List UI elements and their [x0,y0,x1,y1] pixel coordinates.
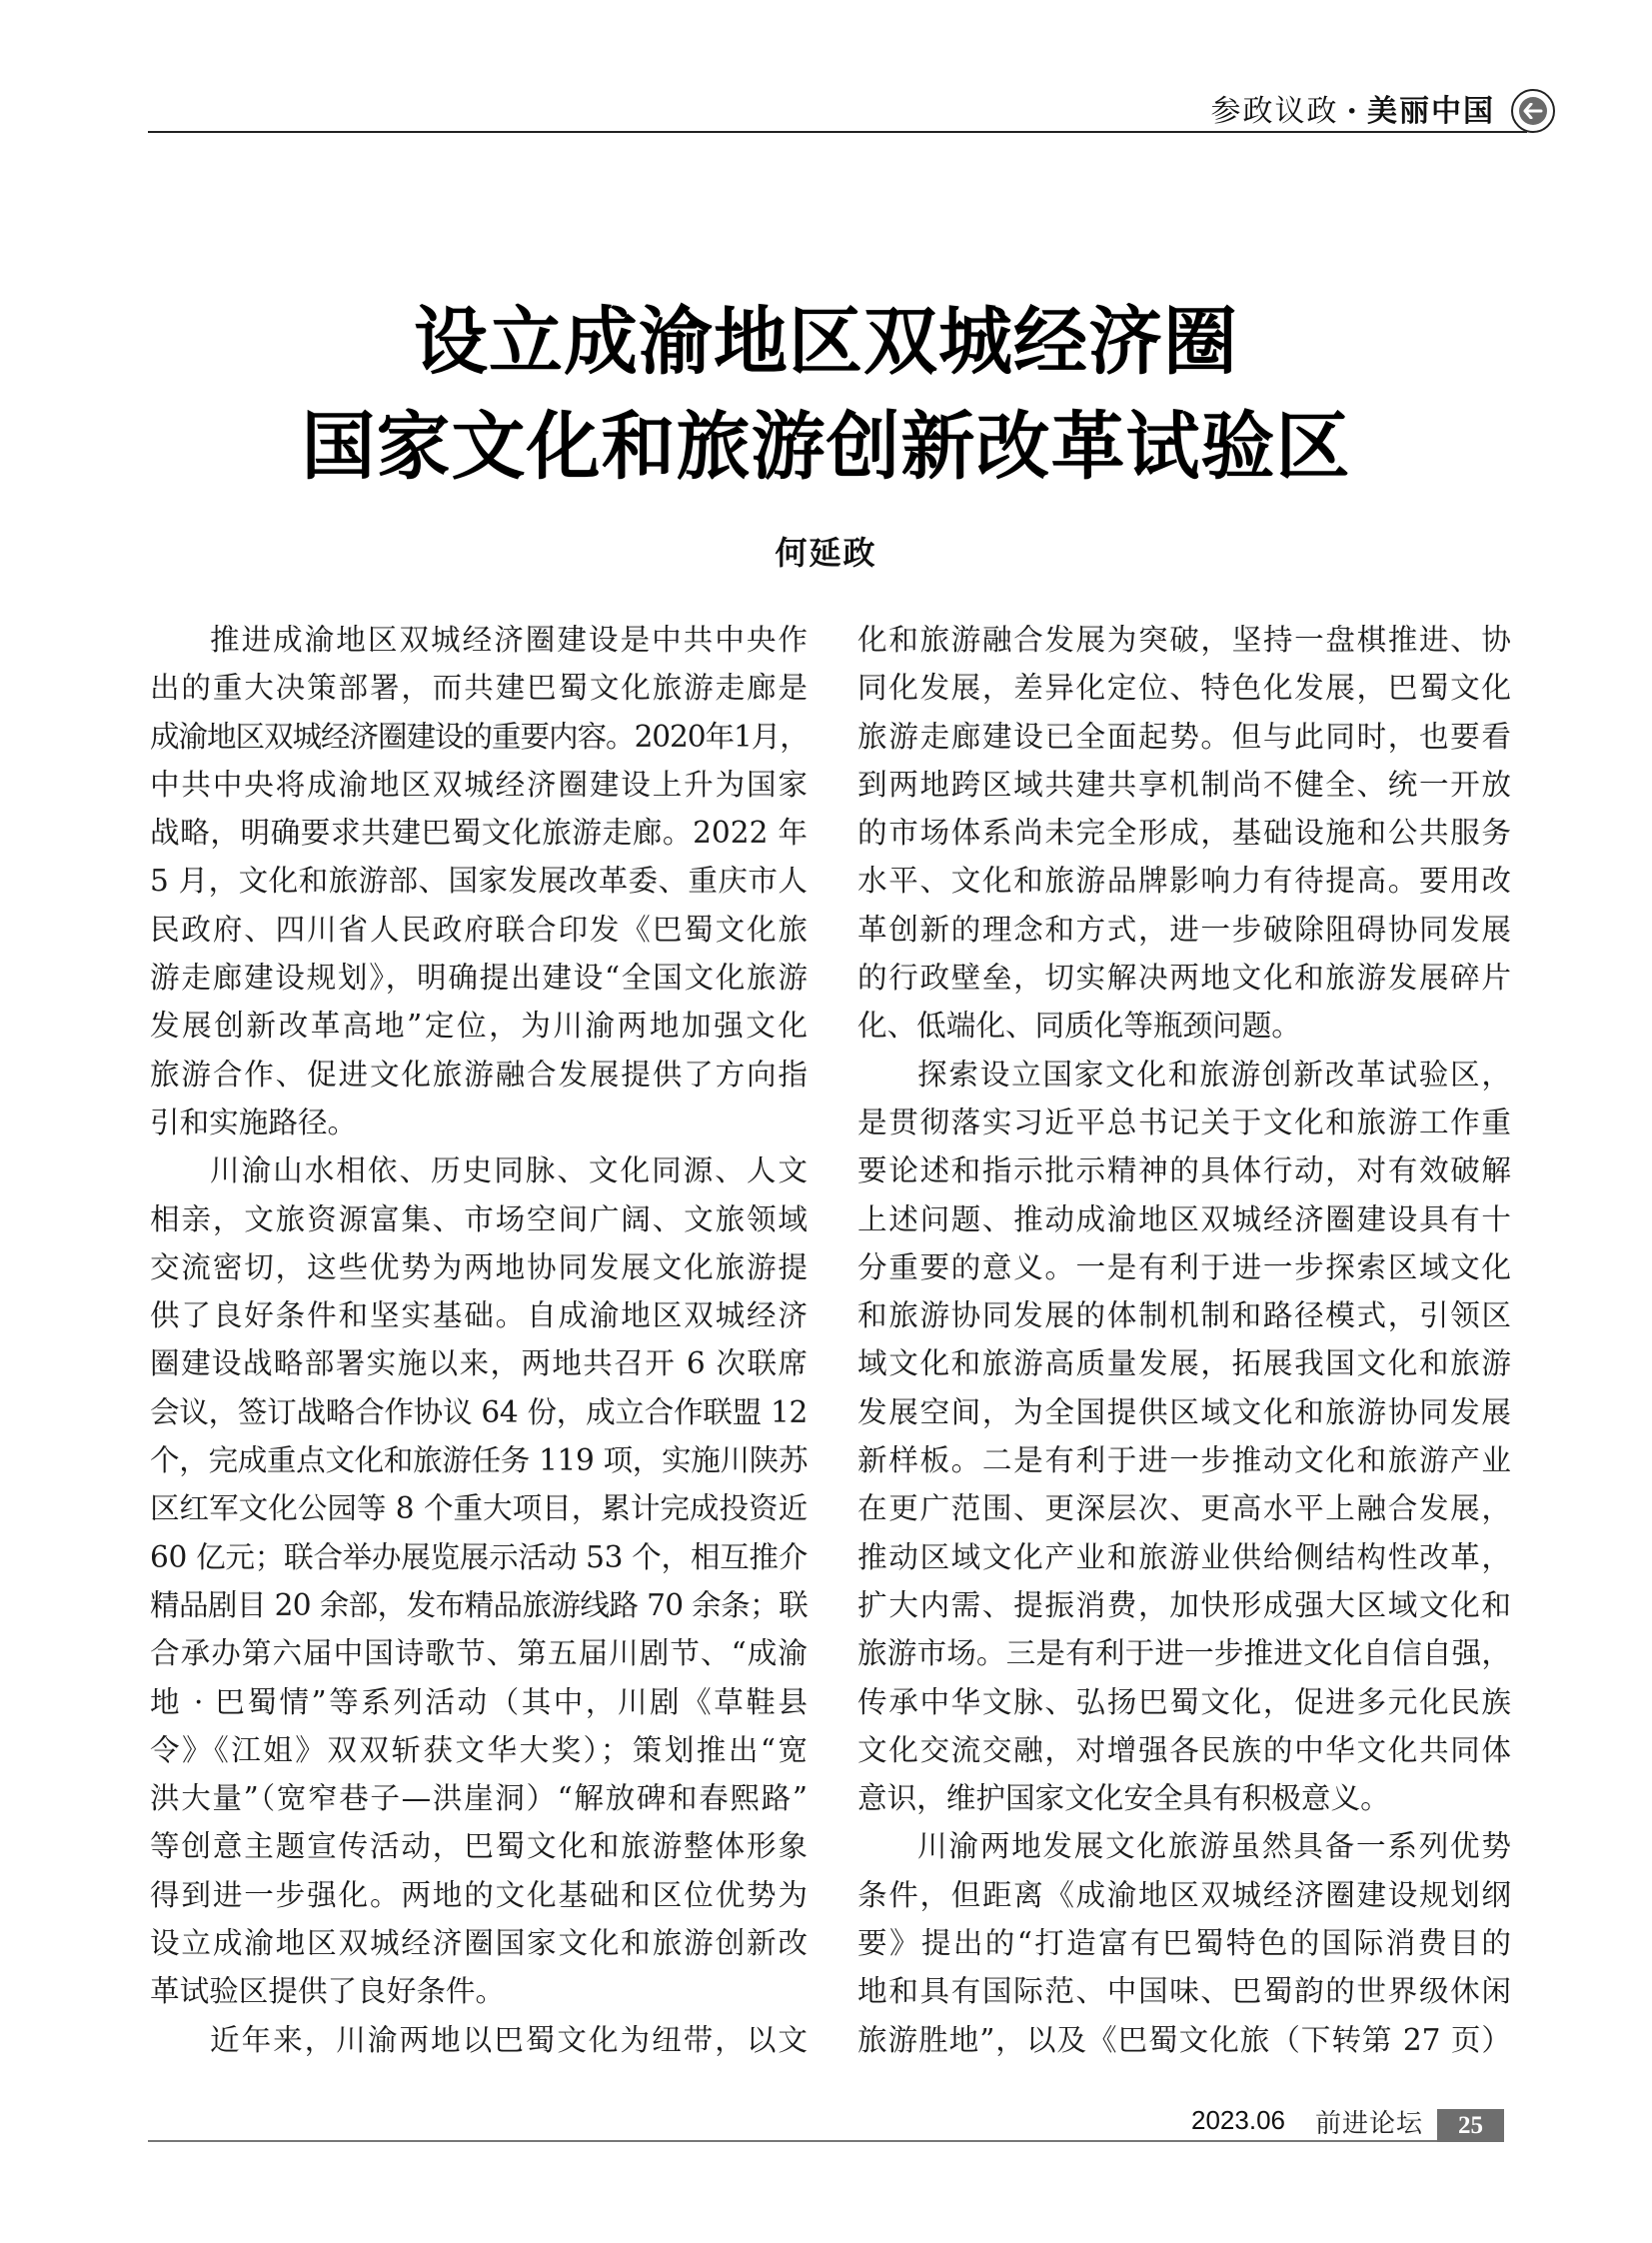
text-line: 战略，明确要求共建巴蜀文化旅游走廊。2022 年 [150,816,808,851]
left-column [150,616,808,2064]
section-header [1211,86,1495,130]
left-arrow-icon [1523,103,1543,119]
text-line: 和旅游协同发展的体制机制和路径模式，引领区 [857,1298,1511,1333]
text-line: 化和旅游融合发展为突破，坚持一盘棋推进、协 [857,623,1511,657]
text-line: 相亲，文旅资源富集、市场空间广阔、文旅领域 [150,1201,808,1236]
text-line: 供了良好条件和坚实基础。自成渝地区双城经济 [150,1298,808,1333]
text-line: 推动区域文化产业和旅游业供给侧结构性改革， [857,1539,1511,1574]
text-line: 条件，但距离《成渝地区双城经济圈建设规划纲 [857,1877,1511,1912]
text-line: 发展空间，为全国提供区域文化和旅游协同发展 [857,1394,1511,1429]
text-line: 分重要的意义。一是有利于进一步探索区域文化 [857,1249,1511,1284]
text-line: 等创意主题宣传活动，巴蜀文化和旅游整体形象 [150,1829,808,1864]
header-section: 美丽中国 [1367,94,1495,129]
text-line: 同化发展，差异化定位、特色化发展，巴蜀文化 [857,671,1511,706]
text-line: 域文化和旅游高质量发展，拓展我国文化和旅游 [857,1346,1511,1381]
header-kicker: 参政议政 [1210,94,1339,129]
text-line: 旅游市场。三是有利于进一步推进文化自信自强， [857,1636,1511,1671]
text-line: 地和具有国际范、中国味、巴蜀韵的世界级休闲 [857,1974,1511,2009]
text-line: 合承办第六届中国诗歌节、第五届川剧节、“成渝 [150,1636,808,1671]
text-line: 旅游胜地”，以及《巴蜀文化旅（下转第 27 页） [857,2022,1511,2057]
text-line: 引和实施路径。 [150,1105,358,1139]
article-title-line-2: 国家文化和旅游创新改革试验区 [301,404,1351,490]
text-line: 扩大内需、提振消费，加快形成强大区域文化和 [857,1587,1511,1622]
text-line: 洪大量”（宽窄巷子—洪崖洞）“解放碑和春熙路” [150,1781,808,1816]
header-rule [148,131,1527,133]
text-line: 革创新的理念和方式，进一步破除阻碍协同发展 [857,912,1511,947]
text-line: 发展创新改革高地”定位，为川渝两地加强文化 [150,1009,808,1044]
text-line: 川渝山水相依、历史同脉、文化同源、人文 [210,1153,808,1188]
text-line: 令》《江姐》双双斩获文华大奖）；策划推出“宽 [150,1732,808,1767]
text-line: 5 月，文化和旅游部、国家发展改革委、重庆市人 [150,864,808,899]
text-line: 圈建设战略部署实施以来，两地共召开 6 次联席 [150,1346,808,1381]
text-line: 区红军文化公园等 8 个重大项目，累计完成投资近 [150,1491,809,1526]
text-line: 革试验区提供了良好条件。 [150,1974,506,2009]
text-line: 川渝两地发展文化旅游虽然具备一系列优势 [917,1829,1511,1864]
circled-left-arrow-icon [1511,89,1555,133]
text-line: 化、低端化、同质化等瓶颈问题。 [857,1009,1301,1044]
text-line: 中共中央将成渝地区双城经济圈建设上升为国家 [150,767,808,802]
footer-rule [148,2140,1437,2142]
text-line: 的市场体系尚未完全形成，基础设施和公共服务 [857,816,1511,851]
text-line: 文化交流交融，对增强各民族的中华文化共同体 [857,1732,1511,1767]
text-line: 传承中华文脉、弘扬巴蜀文化，促进多元化民族 [857,1684,1511,1719]
text-line: 成渝地区双城经济圈建设的重要内容。2020年1月， [150,719,809,754]
text-line: 民政府、四川省人民政府联合印发《巴蜀文化旅 [150,912,808,947]
arrow-badge [1519,97,1547,125]
text-line: 意识，维护国家文化安全具有积极意义。 [857,1781,1390,1816]
text-line: 得到进一步强化。两地的文化基础和区位优势为 [150,1877,808,1912]
text-line: 在更广范围、更深层次、更高水平上融合发展， [857,1491,1511,1526]
text-line: 是贯彻落实习近平总书记关于文化和旅游工作重 [857,1105,1511,1139]
text-line: 精品剧目 20 余部，发布精品旅游线路 70 余条；联 [150,1587,808,1622]
text-line: 设立成渝地区双城经济圈国家文化和旅游创新改 [150,1926,808,1961]
text-line: 要论述和指示批示精神的具体行动，对有效破解 [857,1153,1511,1188]
text-line: 会议，签订战略合作协议 64 份，成立合作联盟 12 [150,1394,808,1429]
text-line: 出的重大决策部署，而共建巴蜀文化旅游走廊是 [150,671,808,706]
text-line: 的行政壁垒，切实解决两地文化和旅游发展碎片 [857,961,1511,996]
text-line: 交流密切，这些优势为两地协同发展文化旅游提 [150,1249,808,1284]
text-line: 要》提出的“打造富有巴蜀特色的国际消费目的 [857,1926,1511,1961]
issue-date: 2023.06 [1191,2105,1285,2135]
text-line: 探索设立国家文化和旅游创新改革试验区， [917,1057,1511,1092]
text-line: 新样板。二是有利于进一步推动文化和旅游产业 [857,1443,1511,1478]
text-line: 个，完成重点文化和旅游任务 119 项，实施川陕苏 [150,1443,809,1478]
article-author: 何延政 [775,534,877,572]
text-line: 水平、文化和旅游品牌影响力有待提高。要用改 [857,864,1511,899]
text-line: 近年来，川渝两地以巴蜀文化为纽带，以文 [210,2022,808,2057]
text-line: 到两地跨区域共建共享机制尚不健全、统一开放 [857,767,1511,802]
article-title-line-1: 设立成渝地区双城经济圈 [414,299,1238,385]
text-line: 60 亿元；联合举办展览展示活动 53 个，相互推介 [150,1539,808,1574]
text-line: 推进成渝地区双城经济圈建设是中共中央作 [210,623,808,657]
journal-name: 前进论坛 [1315,2109,1424,2139]
text-line: 旅游走廊建设已全面起势。但与此同时，也要看 [857,719,1511,754]
text-line: 地 · 巴蜀情”等系列活动（其中，川剧《草鞋县 [150,1684,808,1719]
text-line: 旅游合作、促进文化旅游融合发展提供了方向指 [150,1057,808,1092]
header-separator: · [1346,94,1359,129]
text-line: 上述问题、推动成渝地区双城经济圈建设具有十 [857,1201,1511,1236]
right-column [857,616,1511,2064]
page-number: 25 [1437,2109,1504,2142]
text-line: 游走廊建设规划》，明确提出建设“全国文化旅游 [150,961,808,996]
